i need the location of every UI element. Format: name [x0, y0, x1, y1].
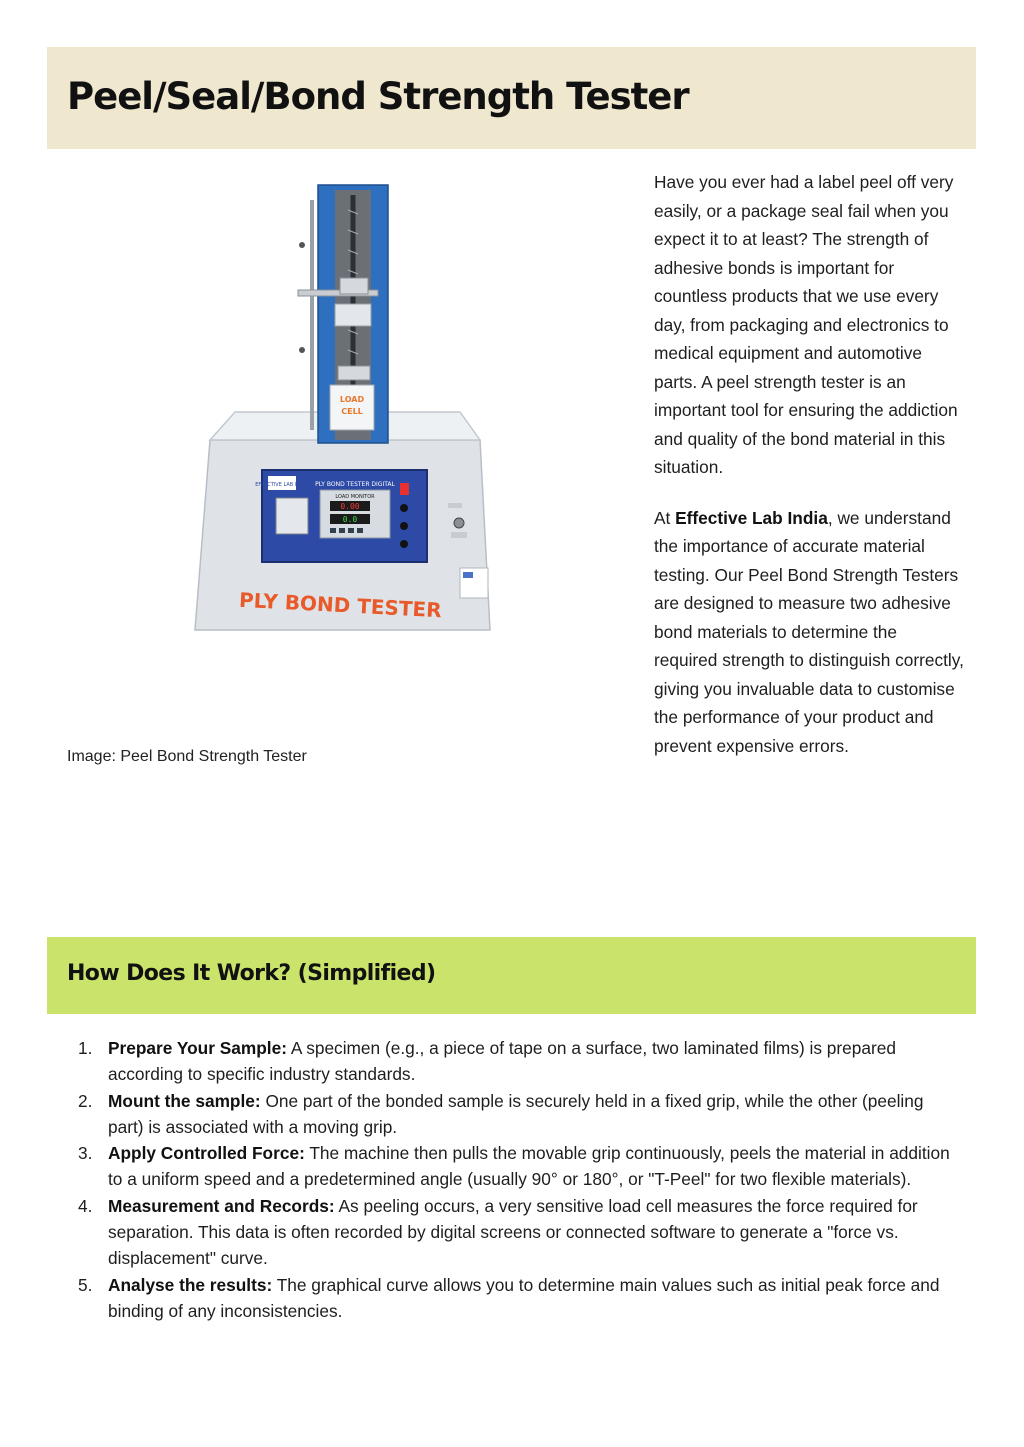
list-item: 4. Measurement and Records: As peeling occurs, a very sensitive load cell measures the force required for separation. This data is often recorded by digital screens or connected software to generate a "force vs. displacement" curve. — [78, 1195, 918, 1269]
list-item: 3. Apply Controlled Force: The machine then pulls the movable grip continuously, peels the material in addition to a uniform speed and a predetermined angle (usually 90° or 180°, or "T-Peel" for two flexible materials). — [78, 1143, 950, 1190]
machine-front-label: PLY BOND TESTER — [238, 587, 443, 623]
load-cell-label-2: CELL — [341, 407, 363, 416]
brand-name: Effective Lab India — [675, 507, 828, 528]
section-heading: How Does It Work? (Simplified) — [67, 961, 436, 986]
image-caption: Image: Peel Bond Strength Tester — [67, 748, 307, 765]
ply-bond-tester-illustration — [190, 180, 500, 640]
how-it-works-banner — [47, 937, 976, 1014]
steps-list — [70, 1035, 960, 1324]
intro-paragraph-2: At Effective Lab India, we understand the importance of accurate material testing. Our Peel Bond Strength Testers are designed to measure two adhesive bond materials to determine the required strength to distinguish correctly, giving you invaluable data to customise the performance of your product and prevent expensive errors. — [654, 507, 964, 756]
load-cell-label-1: LOAD — [339, 395, 365, 404]
intro-paragraph-1: Have you ever had a label peel off very easily, or a package seal fail when you expect it to at least? The strength of adhesive bonds is important for countless products that we use every day, from packaging and electronics to medical equipment and automotive parts. A peel strength tester is an important tool for ensuring the addiction and quality of the bond material in this situation. — [654, 172, 958, 477]
list-item: 1. Prepare Your Sample: A specimen (e.g., a piece of tape on a surface, two laminated films) is prepared according to specific industry standards. — [78, 1038, 896, 1085]
display-top-value: 0.00 — [340, 502, 360, 511]
product-image — [190, 180, 500, 640]
list-item: 5. Analyse the results: The graphical curve allows you to determine main values such as initial peak force and binding of any inconsistencies. — [78, 1274, 940, 1321]
brand-badge: EFFECTIVE LAB INDIA — [255, 482, 309, 488]
display-title: LOAD MONITOR — [335, 494, 375, 500]
title-banner — [47, 47, 976, 149]
page-title: Peel/Seal/Bond Strength Tester — [67, 75, 689, 118]
panel-title: PLY BOND TESTER DIGITAL — [315, 481, 395, 488]
display-bottom-value: 0.0 — [342, 515, 358, 524]
intro-text — [654, 168, 964, 760]
list-item: 2. Mount the sample: One part of the bonded sample is securely held in a fixed grip, while the other (peeling part) is associated with a moving grip. — [78, 1090, 924, 1137]
